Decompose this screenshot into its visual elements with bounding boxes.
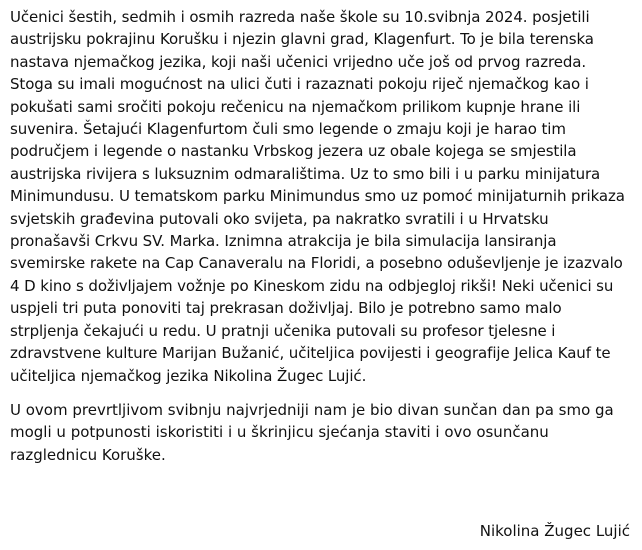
author-signature: Nikolina Žugec Lujić xyxy=(479,522,630,540)
report-paragraph-excursion: Učenici šestih, sedmih i osmih razreda naše škole su 10.svibnja 2024. posjetili austrijsku pokrajinu Korušku i njezin glavni grad, Klagenfurt. To je bila terenska nastava njemačkog jezika, koji naši učenici vrijedno uče još od prvog razreda. Stoga su imali mogućnost na ulici čuti i razaznati pokoju riječ njemačkog kao i pokušati sami sročiti pokoju rečenicu na njemačkom prilikom kupnje hrane ili suvenira. Šetajući Klagenfurtom čuli smo legende o zmaju koji je harao tim područjem i legende o nastanku Vrbskog jezera uz obale kojega se smjestila austrijska rivijera s luksuznim odmaralištima. Uz to smo bili i u parku minijatura Minimundusu. U tematskom parku Minimundus smo uz pomoć minijaturnih prikaza svjetskih građevina putovali oko svijeta, pa nakratko svratili i u Hrvatsku pronašavši Crkvu SV. Marka. Iznimna atrakcija je bila simulacija lansiranja svemirske rakete na Cap Canaveralu na Floridi, a posebno oduševljenje je izazvalo 4 D kino s doživljajem vožnje po Kineskom zidu na odbjegloj rikši! Neki učenici su uspjeli tri puta ponoviti taj prekrasan doživljaj. Bilo je potrebno samo malo strpljenja čekajući u redu. U pratnji učenika putovali su profesor tjelesne i zdravstvene kulture Marijan Bužanić, učiteljica povijesti i geografije Jelica Kauf te učiteljica njemačkog jezika Nikolina Žugec Lujić. xyxy=(10,8,625,385)
report-paragraph-closing: U ovom prevrtljivom svibnju najvrjedniji nam je bio divan sunčan dan pa smo ga mogli u potpunosti iskoristiti i u škrinjicu sjećanja staviti i ovo osunčanu razglednicu Koruške. xyxy=(10,400,614,464)
